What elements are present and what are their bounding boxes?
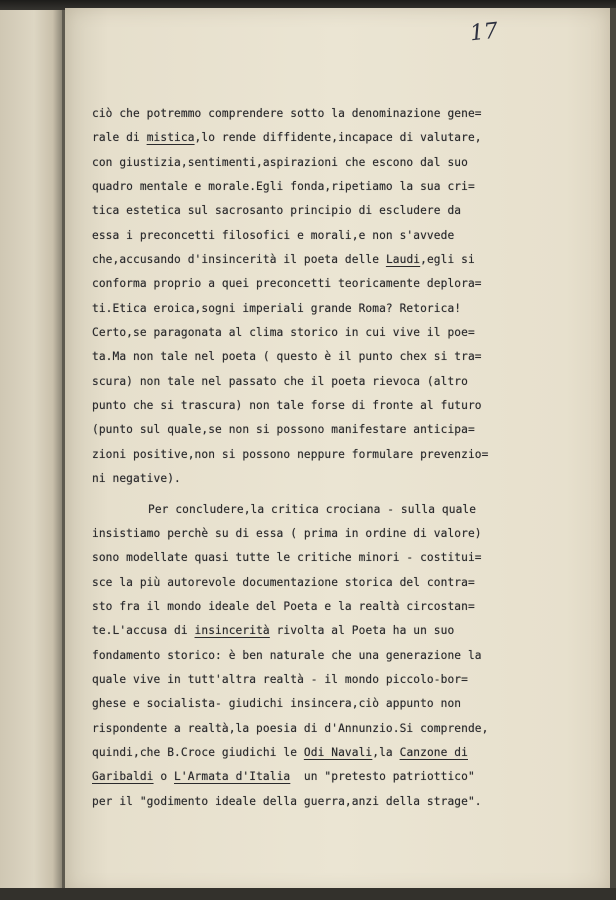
text-line <box>92 345 572 369</box>
text-segment: tica estetica sul sacrosanto principio di escludere da <box>92 204 462 218</box>
scan-bottom-edge <box>0 888 616 900</box>
text-segment: ciò che potremmo comprendere sotto la denominazione gene= <box>92 107 482 120</box>
underlined-title: Laudi <box>385 253 421 267</box>
text-segment: rivolta al Poeta ha un suo <box>269 624 455 638</box>
facing-page-edge <box>0 10 63 888</box>
text-segment: ta.Ma non tale nel poeta ( questo è il punto chex si tra= <box>92 350 482 364</box>
text-line <box>92 321 572 345</box>
text-line <box>92 151 572 175</box>
underlined-title: Garibaldi <box>92 770 154 784</box>
underlined-title: mistica <box>146 131 195 145</box>
text-line <box>92 522 572 546</box>
text-segment: te.L'accusa di <box>92 624 195 638</box>
text-line <box>92 467 572 491</box>
text-segment: Per concludere,la critica crociana - sulla quale <box>148 502 477 516</box>
text-line <box>92 595 572 619</box>
text-segment: punto che si trascura) non tale forse di fronte al futuro <box>92 399 482 413</box>
text-segment: fondamento storico: è ben naturale che una generazione la <box>92 648 482 662</box>
text-line <box>92 248 572 272</box>
text-line <box>92 418 572 442</box>
text-segment: ghese e socialista- giudichi insincera,ciò appunto non <box>92 697 462 711</box>
text-segment: essa i preconcetti filosofici e morali,e non s'avvede <box>92 228 455 242</box>
text-line <box>92 571 572 595</box>
text-line <box>92 717 572 741</box>
text-segment: quindi,che B.Croce giudichi le <box>92 745 304 759</box>
text-segment: insistiamo perchè su di essa ( prima in ordine di valore) <box>92 526 482 540</box>
text-line <box>92 765 572 789</box>
typewritten-body <box>92 102 572 814</box>
text-segment: sce la più autorevole documentazione storica del contra= <box>92 575 475 589</box>
page-number: 17 <box>468 18 500 47</box>
text-segment: ni negative). <box>92 472 181 486</box>
text-line <box>92 370 572 394</box>
text-line <box>92 741 572 765</box>
text-line <box>92 175 572 199</box>
underlined-title: insincerità <box>194 624 270 638</box>
text-segment: ,la <box>372 745 400 759</box>
text-line <box>92 199 572 223</box>
text-segment: zioni positive,non si possono neppure formulare prevenzio= <box>92 447 489 461</box>
text-segment: con giustizia,sentimenti,aspirazioni che escono dal suo <box>92 155 468 169</box>
text-segment: (punto sul quale,se non si possono manifestare anticipa= <box>92 423 475 437</box>
text-line <box>92 498 572 522</box>
text-segment: ,egli si <box>420 253 475 267</box>
text-line <box>92 297 572 321</box>
text-line <box>92 668 572 692</box>
text-line <box>92 102 572 126</box>
text-segment: ,lo rende diffidente,incapace di valutare, <box>194 131 482 145</box>
text-line <box>92 790 572 814</box>
text-segment: sto fra il mondo ideale del Poeta e la realtà circostan= <box>92 599 475 613</box>
text-line <box>92 443 572 467</box>
text-segment: sono modellate quasi tutte le critiche minori - costitui= <box>92 551 482 565</box>
underlined-title: Odi Navali <box>303 745 373 759</box>
underlined-title: Canzone di <box>399 745 468 759</box>
text-line <box>92 224 572 248</box>
text-segment: che,accusando d'insincerità il poeta delle <box>92 253 386 267</box>
text-segment: scura) non tale nel passato che il poeta rievoca (altro <box>92 374 468 388</box>
text-segment: rispondente a realtà,la poesia di d'Annunzio.Si comprende, <box>92 721 489 735</box>
text-segment: un "pretesto patriottico" <box>290 770 475 784</box>
text-line <box>92 546 572 570</box>
scan-right-edge <box>610 8 616 892</box>
underlined-title: L'Armata d'Italia <box>174 770 291 784</box>
text-line <box>92 644 572 668</box>
text-line <box>92 619 572 643</box>
text-segment: o <box>153 770 175 784</box>
text-line <box>92 272 572 296</box>
text-segment: ti.Etica eroica,sogni imperiali grande Roma? Retorica! <box>92 301 462 315</box>
text-line <box>92 126 572 150</box>
text-line <box>92 394 572 418</box>
text-segment: quadro mentale e morale.Egli fonda,ripetiamo la sua cri= <box>92 180 475 194</box>
text-line <box>92 692 572 716</box>
text-segment: per il "godimento ideale della guerra,anzi della strage". <box>92 794 482 808</box>
text-segment: rale di <box>92 131 147 145</box>
text-segment: Certo,se paragonata al clima storico in cui vive il poe= <box>92 326 475 340</box>
text-segment: quale vive in tutt'altra realtà - il mondo piccolo-bor= <box>92 672 468 686</box>
text-segment: conforma proprio a quei preconcetti teoricamente deplora= <box>92 277 482 291</box>
